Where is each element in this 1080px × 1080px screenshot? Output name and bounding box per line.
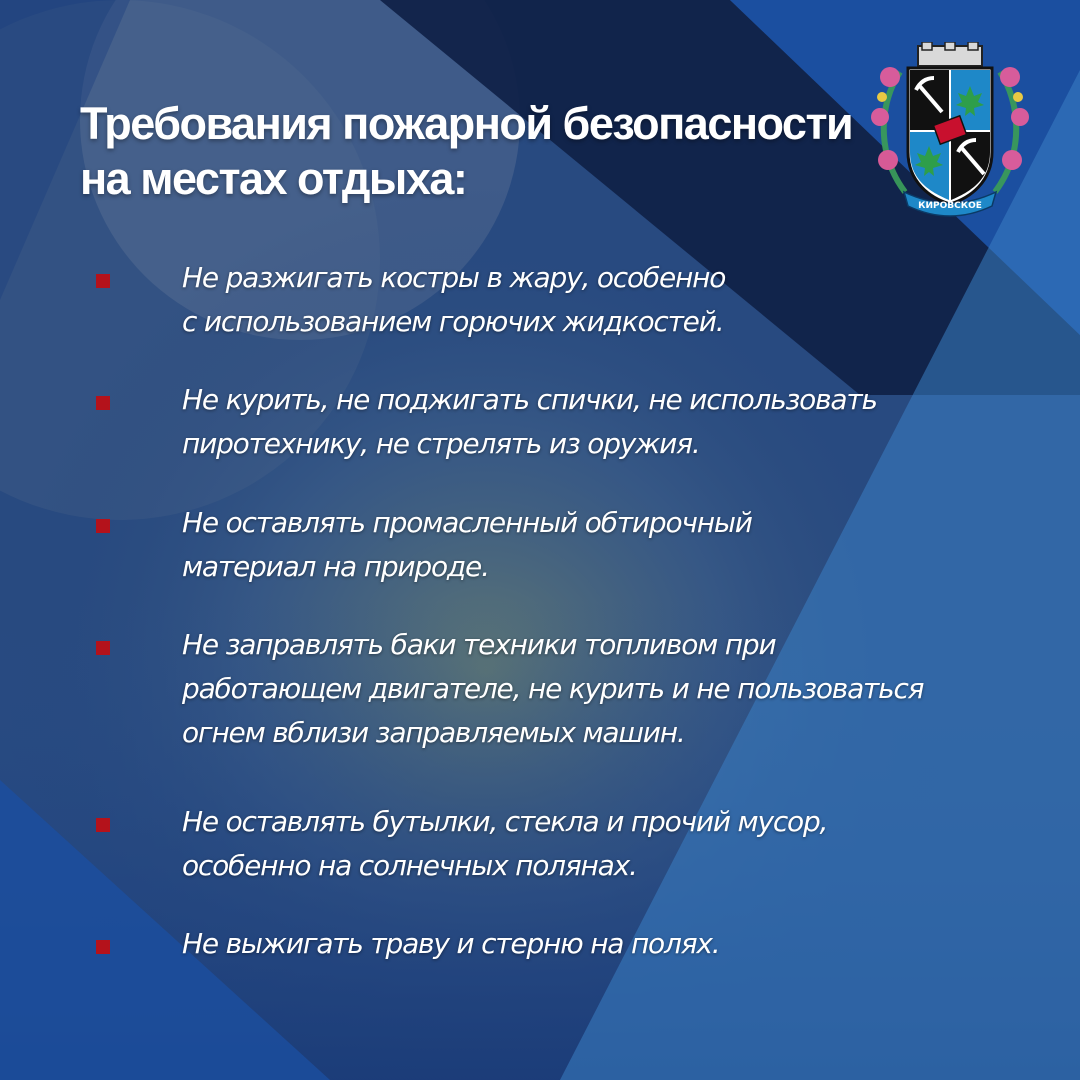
bullet-square <box>96 641 110 655</box>
rule-line: Не выжигать траву и стерню на полях. <box>182 927 720 960</box>
bullet-square <box>96 818 110 832</box>
rule-line: Не оставлять промасленный обтирочный <box>182 506 752 539</box>
title-line-2: на местах отдыха: <box>80 153 467 204</box>
rule-line: Не заправлять баки техники топливом при <box>182 628 776 661</box>
bullet-square <box>96 396 110 410</box>
rule-text <box>182 922 1042 966</box>
bullet-square <box>96 519 110 533</box>
bullet-square <box>96 274 110 288</box>
rule-line: огнем вблизи заправляемых машин. <box>182 716 685 749</box>
rule-line: Не оставлять бутылки, стекла и прочий мусор, <box>182 805 828 838</box>
rule-line: работающем двигателе, не курить и не пользоваться <box>182 672 924 705</box>
rule-line: Не курить, не поджигать спички, не использовать <box>182 383 877 416</box>
rule-text <box>182 501 1042 589</box>
rule-line: материал на природе. <box>182 550 489 583</box>
rule-line: особенно на солнечных полянах. <box>182 849 637 882</box>
bullet-square <box>96 940 110 954</box>
rule-line: Не разжигать костры в жару, особенно <box>182 261 726 294</box>
ribbon-text: КИРОВСКОЕ <box>918 201 982 211</box>
rule-text <box>182 623 1042 755</box>
rule-line: с использованием горючих жидкостей. <box>182 305 724 338</box>
city-coat-of-arms-icon <box>860 42 1040 222</box>
rule-text <box>182 800 1042 888</box>
rule-text <box>182 378 1042 466</box>
rule-text <box>182 256 1042 344</box>
rule-line: пиротехнику, не стрелять из оружия. <box>182 427 700 460</box>
title-line-1: Требования пожарной безопасности <box>80 98 853 149</box>
